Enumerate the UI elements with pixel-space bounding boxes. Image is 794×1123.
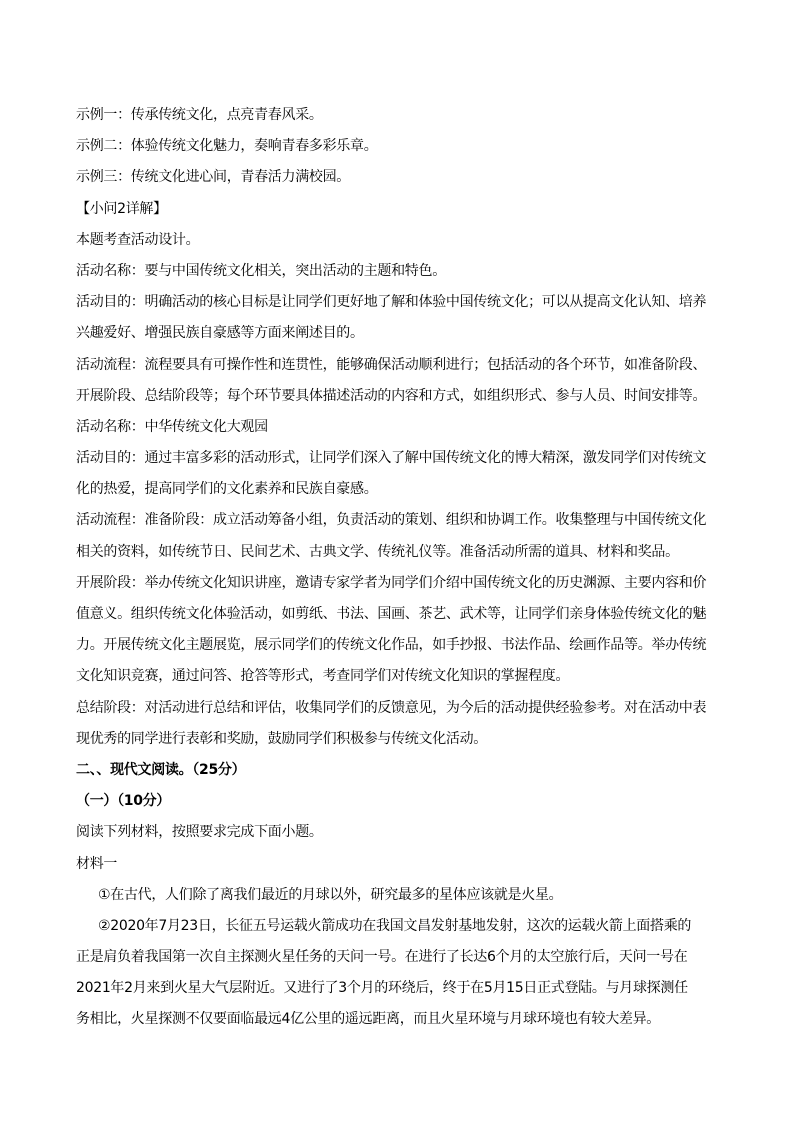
text-line: 示例二：体验传统文化魅力，奏响青春多彩乐章。 [76, 138, 378, 155]
text-line: 总结阶段：对活动进行总结和评估，收集同学们的反馈意见，为今后的活动提供经验参考。对在活动中表 [76, 699, 707, 716]
text-line: 务相比，火星探测不仅要面临最远4亿公里的遥远距离，而且火星环境与月球环境也有较大差异。 [76, 1011, 661, 1028]
text-line: 开展阶段：举办传统文化知识讲座，邀请专家学者为同学们介绍中国传统文化的历史渊源、主要内容和价 [76, 574, 707, 591]
text-line: ①在古代，人们除了离我们最近的月球以外，研究最多的星体应该就是火星。 [98, 886, 563, 903]
text-line: 活动目的：通过丰富多彩的活动形式，让同学们深入了解中国传统文化的博大精深，激发同学们对传统文 [76, 450, 707, 467]
text-line: 相关的资料，如传统节日、民间艺术、古典文学、传统礼仪等。准备活动所需的道具、材料和奖品。 [76, 543, 679, 560]
text-line: 力。开展传统文化主题展览，展示同学们的传统文化作品，如手抄报、书法作品、绘画作品等。举办传统 [76, 637, 707, 654]
text-line: 本题考查活动设计。 [76, 231, 200, 248]
text-line: 正是肩负着我国第一次自主探测火星任务的天问一号。在进行了长达6个月的太空旅行后，天问一号在 [76, 949, 688, 966]
text-line: 活动目的：明确活动的核心目标是让同学们更好地了解和体验中国传统文化；可以从提高文化认知、培养 [76, 294, 707, 311]
text-line: 2021年2月来到火星大气层附近。又进行了3个月的环绕后，终于在5月15日正式登陆。与月球探测任 [76, 980, 688, 997]
text-line: 材料一 [76, 855, 118, 872]
text-line: 示例一：传承传统文化，点亮青春风采。 [76, 107, 323, 123]
text-line: 文化知识竞赛，通过问答、抢答等形式，考查同学们对传统文化知识的掌握程度。 [76, 668, 570, 685]
text-line: 活动流程：准备阶段：成立活动筹备小组，负责活动的策划、组织和协调工作。收集整理与中国传统文化 [76, 512, 707, 529]
section-heading: 二、、现代文阅读。（25分） [76, 761, 246, 778]
text-line: 开展阶段、总结阶段等；每个环节要具体描述活动的内容和方式，如组织形式、参与人员、时间安排等。 [76, 387, 707, 404]
text-line: 活动名称：要与中国传统文化相关，突出活动的主题和特色。 [76, 262, 446, 279]
text-line: ②2020年7月23日，长征五号运载火箭成功在我国文昌发射基地发射，这次的运载火箭上面搭乘的 [98, 917, 692, 934]
document-body [76, 100, 736, 1036]
text-line: 值意义。组织传统文化体验活动，如剪纸、书法、国画、茶艺、武术等，让同学们亲身体验传统文化的魅 [76, 606, 707, 622]
text-line: 化的热爱，提高同学们的文化素养和民族自豪感。 [76, 481, 378, 498]
text-line: 活动名称：中华传统文化大观园 [76, 418, 268, 435]
text-line: 【小问2详解】 [76, 200, 167, 217]
text-line: 示例三：传统文化进心间，青春活力满校园。 [76, 169, 350, 186]
text-line: 阅读下列材料，按照要求完成下面小题。 [76, 824, 323, 841]
text-line: 兴趣爱好、增强民族自豪感等方面来阐述目的。 [76, 325, 364, 342]
text-line: 活动流程：流程要具有可操作性和连贯性，能够确保活动顺利进行；包括活动的各个环节，如准备阶段、 [76, 356, 707, 373]
section-heading: （一）（10分） [76, 793, 171, 810]
text-line: 现优秀的同学进行表彰和奖励，鼓励同学们积极参与传统文化活动。 [76, 730, 487, 747]
